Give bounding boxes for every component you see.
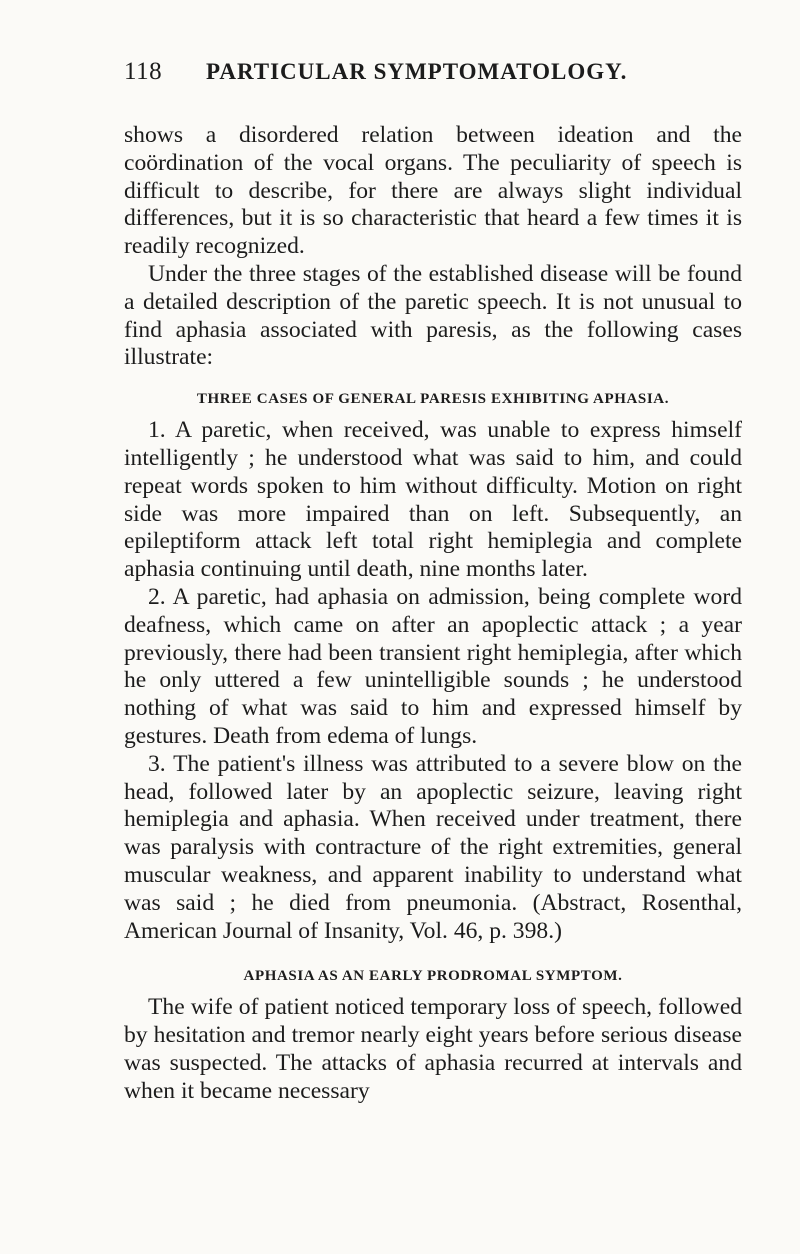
- page-body: [124, 122, 742, 1106]
- case-3: 3. The patient's illness was attributed to a severe blow on the head, followed later by an apoplectic seizure, leaving right hemiplegia and aphasia. When received under treatment, there was paralysis with contracture of the right extremities, general muscular weakness, and apparent inability to understand what was said ; he died from pneumonia. (Abstract, Rosenthal, American Journal of Insanity, Vol. 46, p. 398.): [124, 750, 742, 944]
- section-heading-early-prodromal: APHASIA AS AN EARLY PRODROMAL SYMPTOM.: [243, 968, 623, 985]
- case-1: 1. A paretic, when received, was unable to express himself intelligently ; he understood what was said to him, and could repeat words spoken to him without difficulty. Motion on right side was more impaired than on left. Subsequently, an epileptiform attack left total right hemiplegia and complete aphasia continuing until death, nine months later.: [124, 417, 742, 583]
- section-heading-three-cases: THREE CASES OF GENERAL PARESIS EXHIBITING APHASIA.: [196, 391, 670, 408]
- case-2: 2. A paretic, had aphasia on admission, being complete word deafness, which came on after an apoplectic attack ; a year previously, there had been transient right hemiplegia, after which he only uttered a few unintelligible sounds ; he understood nothing of what was said to him and expressed himself by gestures. Death from edema of lungs.: [124, 583, 742, 749]
- paragraph-continuation: shows a disordered relation between ideation and the coördination of the vocal organs. The peculiarity of speech is difficult to describe, for there are always slight individual differences, but it is so characteristic that heard a few times it is readily recognized.: [124, 122, 742, 260]
- running-title: PARTICULAR SYMPTOMATOLOGY.: [206, 59, 628, 84]
- page-number: 118: [124, 58, 163, 85]
- paragraph-wife-noticed: The wife of patient noticed temporary loss of speech, followed by hesitation and tremor nearly eight years before serious disease was suspected. The attacks of aphasia recurred at intervals and when it became necessary: [124, 994, 742, 1104]
- paragraph-paretic-speech: Under the three stages of the established disease will be found a detailed description of the paretic speech. It is not unusual to find aphasia associated with paresis, as the following cases illustrate:: [124, 260, 742, 371]
- running-header: [124, 58, 742, 98]
- book-page: [124, 58, 742, 1106]
